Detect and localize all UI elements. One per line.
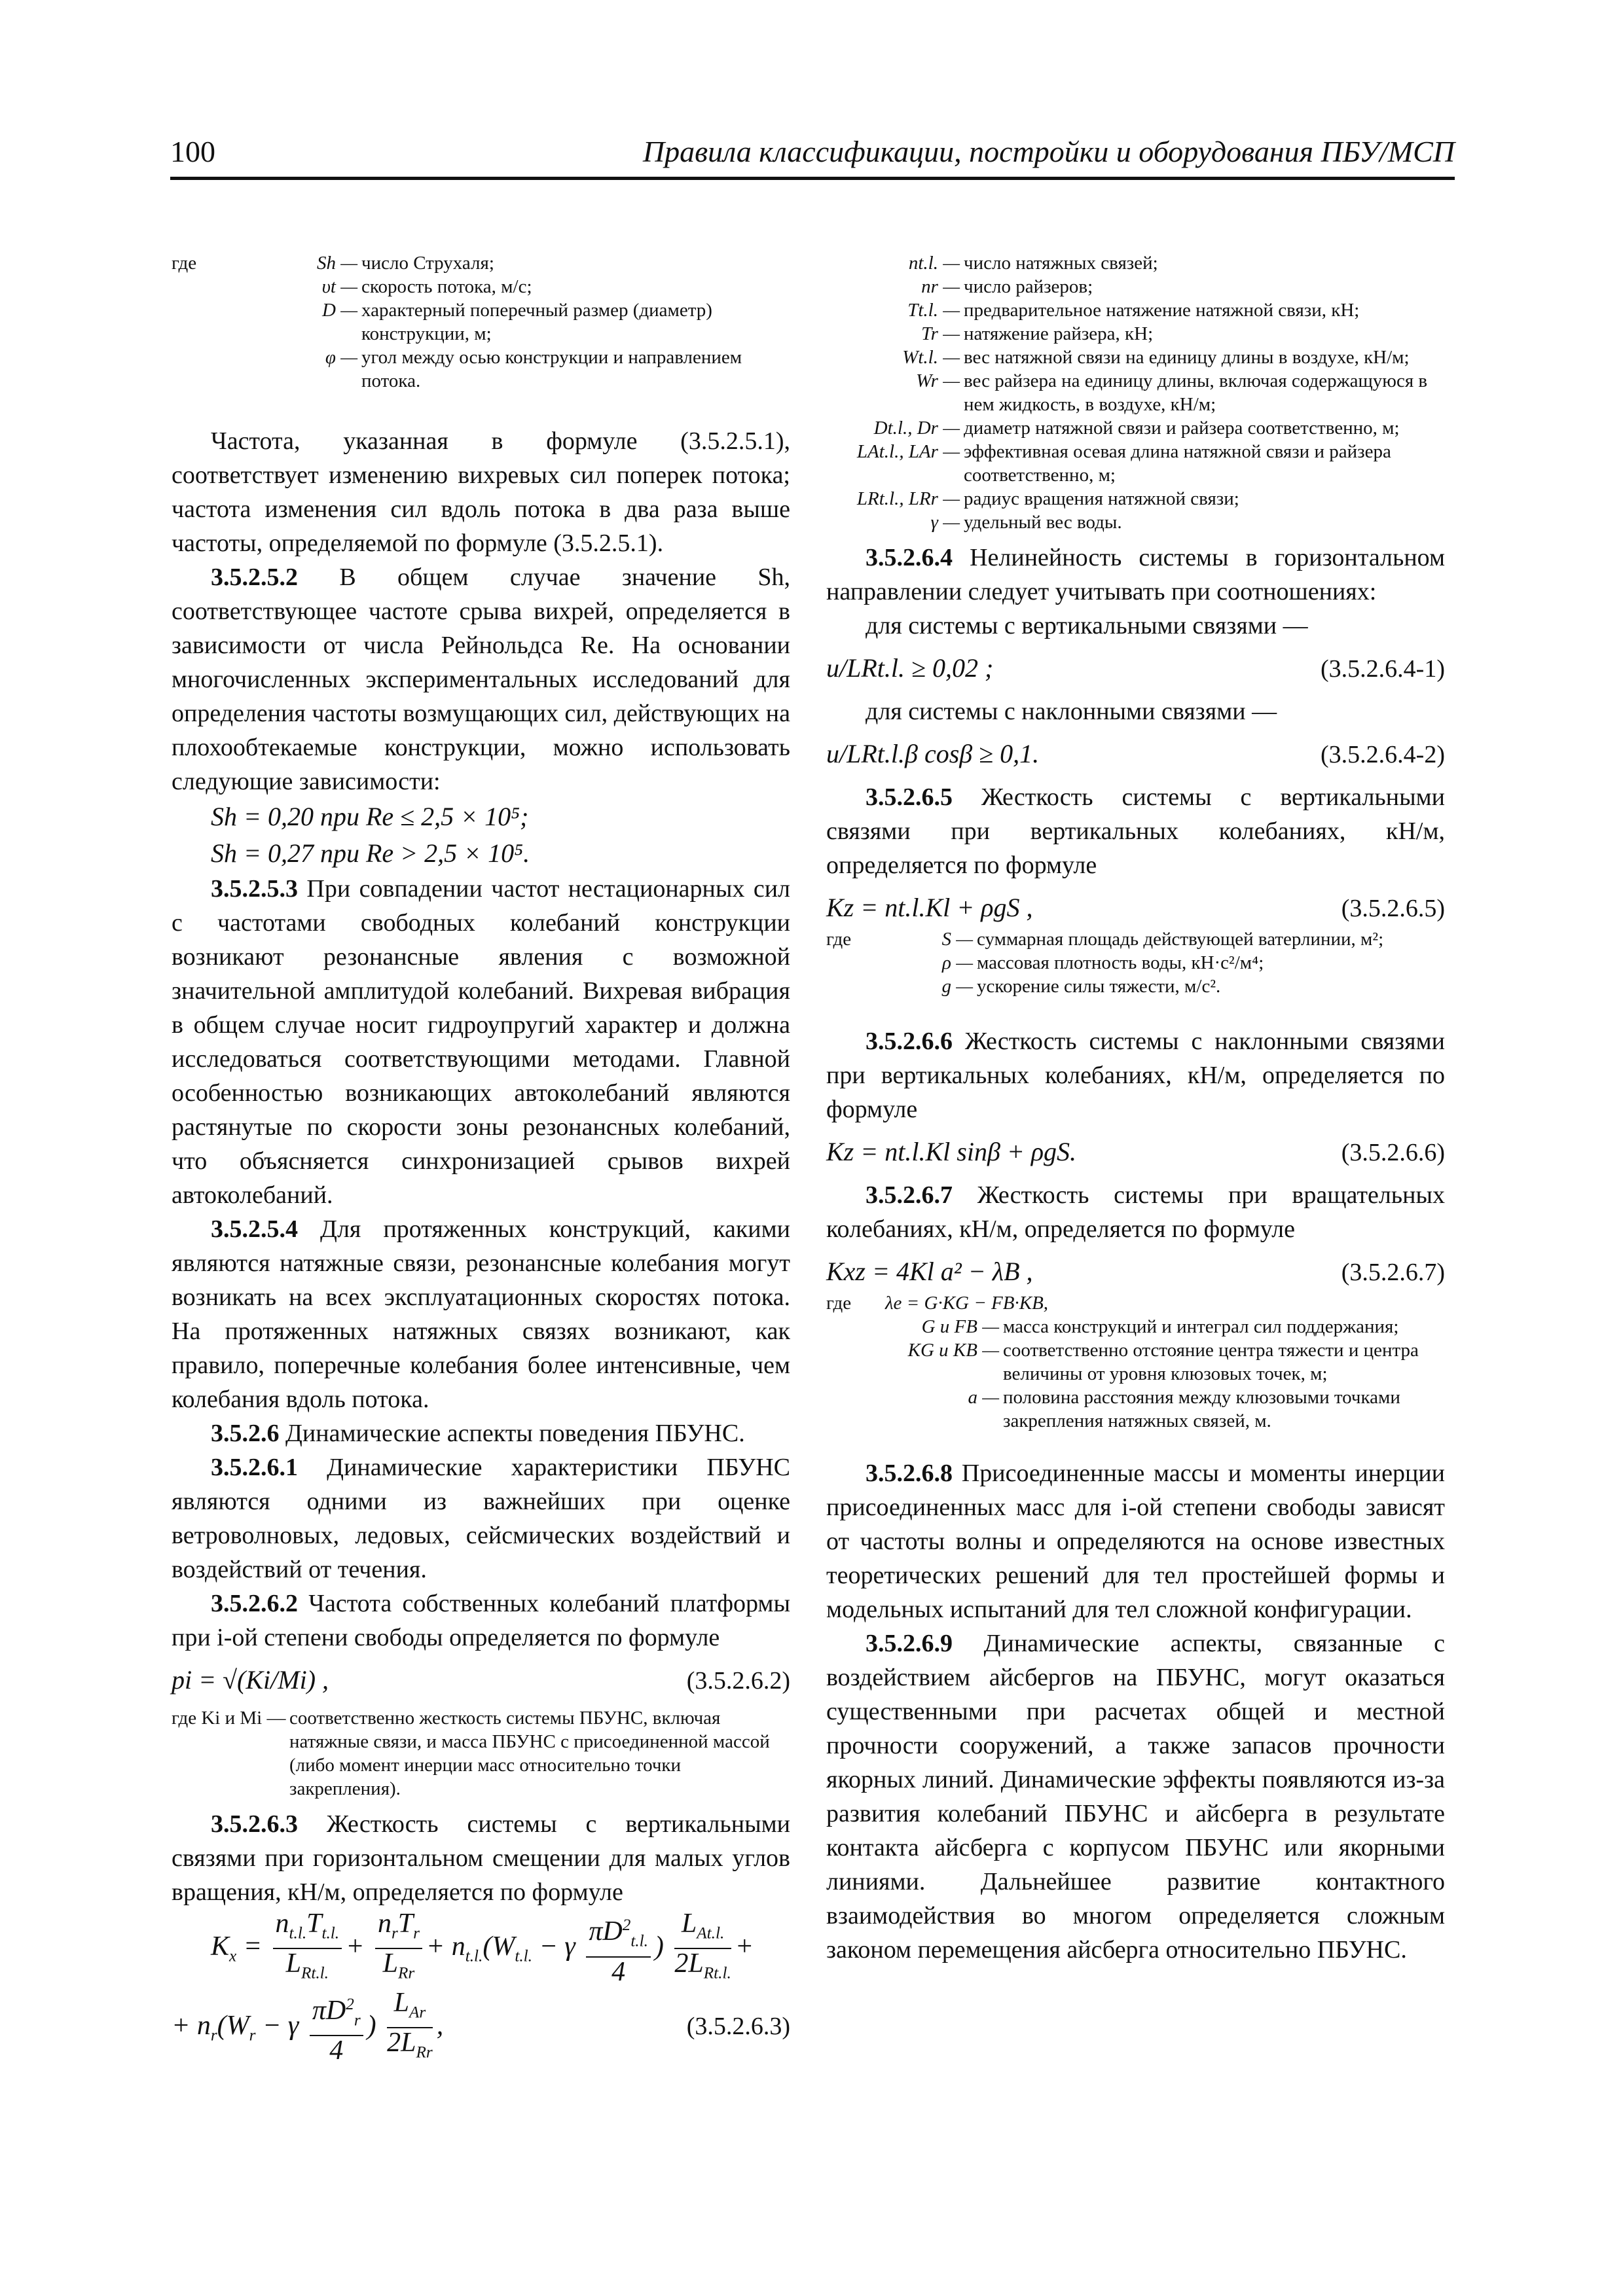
- fraction: $\frac{L_{At.l.}}{2L_{Rt.l.}}$: [674, 1909, 731, 1982]
- paragraph: [826, 1024, 1445, 1126]
- equation: Sh = 0,27 при Re > 2,5 × 10⁵.: [211, 838, 530, 868]
- formula-expression: Kz = nt.l.Kl + ρgS ,: [826, 893, 1033, 922]
- paragraph: [826, 1626, 1445, 1967]
- page-header: [170, 128, 1455, 180]
- fraction: $\frac{n_{t.l.}T_{t.l.}}{L_{Rt.l.}}$: [273, 1909, 342, 1988]
- paragraph: для системы с вертикальными связями —: [866, 612, 1308, 639]
- paragraph-text: Присоединенные массы и моменты инерции присоединенных масс для i-ой степени свободы зависят от частоты волны и определяются на основе известных теоретических решений для тел простейшей формы и модельных испытаний для тел сложной конфигурации.: [826, 1460, 1445, 1623]
- formula-number: (3.5.2.6.2): [686, 1667, 790, 1695]
- formula-expression: pi = √(Ki/Mi) ,: [172, 1665, 329, 1695]
- paragraph: [172, 1212, 790, 1416]
- formula-number: (3.5.2.6.3): [686, 2012, 790, 2040]
- where-symbol: Wt.l. —: [902, 347, 960, 368]
- where-block-waterline: [826, 927, 1445, 998]
- section-number: 3.5.2.6.6: [866, 1028, 953, 1055]
- paragraph-text: Динамические аспекты поведения ПБУНС.: [279, 1420, 745, 1447]
- where-label: где: [172, 253, 197, 274]
- paragraph-text: Жесткость системы с вертикальными связями при горизонтальном смещении для малых углов вращения, кН/м, определяется по формуле: [172, 1810, 790, 1906]
- where-label: где Ki и Mi —: [172, 1708, 286, 1729]
- formula-kx-line2: [172, 1988, 790, 2068]
- where-definition: половина расстояния между клюзовыми точками закрепления натяжных связей, м.: [1003, 1387, 1400, 1431]
- where-block-rotation: [826, 1291, 1445, 1433]
- paragraph: [172, 872, 790, 1212]
- page-number: 100: [170, 135, 215, 168]
- formula-number: (3.5.2.6.7): [1341, 1259, 1445, 1286]
- where-symbol: υt —: [321, 276, 357, 297]
- where-symbol: ρ —: [942, 952, 973, 973]
- where-symbol: KG и KB —: [907, 1340, 999, 1361]
- where-symbol: nr —: [921, 276, 960, 297]
- formula-number: (3.5.2.6.5): [1341, 895, 1445, 922]
- section-number: 3.5.2.5.2: [211, 564, 298, 591]
- formula-number: (3.5.2.6.4-1): [1321, 655, 1445, 683]
- where-definition: угол между осью конструкции и направлением потока.: [361, 347, 742, 391]
- paragraph-text: Жесткость системы с вертикальными связями при вертикальных колебаниях, кН/м, определяется по формуле: [826, 783, 1445, 879]
- where-symbol: G и FB —: [921, 1316, 999, 1337]
- where-definition: число натяжных связей;: [964, 253, 1158, 274]
- section-number: 3.5.2.5.3: [211, 875, 298, 903]
- paragraph: [172, 560, 790, 798]
- where-definition: вес райзера на единицу длины, включая содержащуюся в нем жидкость, в воздухе, кН/м;: [964, 370, 1428, 415]
- where-definition: эффективная осевая длина натяжной связи и райзера соответственно, м;: [964, 441, 1391, 486]
- formula-expression: u/LRt.l. ≥ 0,02 ;: [826, 653, 994, 683]
- paragraph-text: При совпадении частот нестационарных сил с частотами свободных колебаний конструкции возникают резонансные явления с возможной значительной амплитудой колебаний. Вихревая вибрация в общем случае носит гидроупругий характер и должна исследоваться соответствующими методами. Главной особенностью возникающих автоколебаний являются растянутые по скорости зоны резонансных колебаний, что объясняется синхронизацией срывов вихрей автоколебаний.: [172, 875, 790, 1209]
- where-definition: масса конструкций и интеграл сил поддержания;: [1003, 1316, 1399, 1337]
- paragraph-text: Жесткость системы с наклонными связями при вертикальных колебаниях, кН/м, определяется по формуле: [826, 1028, 1445, 1123]
- where-symbol: Wr —: [916, 370, 960, 391]
- where-symbol: Tt.l. —: [907, 300, 960, 321]
- running-title: Правила классификации, постройки и оборудования ПБУ/МСП: [642, 135, 1455, 168]
- section-number: 3.5.2.6.4: [866, 544, 953, 571]
- fraction: $\frac{n_rT_r}{L_{Rr}}$: [375, 1909, 422, 1988]
- formula: [826, 649, 1445, 688]
- where-label: где: [826, 1293, 852, 1314]
- section-number: 3.5.2.6.8: [866, 1460, 953, 1487]
- where-definition: диаметр натяжной связи и райзера соответственно, м;: [964, 418, 1400, 439]
- fraction: $\frac{L_{Ar}}{2L_{Rr}}$: [387, 1987, 433, 2062]
- where-symbol: g —: [941, 976, 973, 997]
- fraction: $\frac{\pi D^2_{t.l.}}{4}$: [586, 1911, 651, 1986]
- section-number: 3.5.2.6.2: [211, 1590, 298, 1617]
- where-symbol: Tr —: [921, 323, 960, 344]
- formula: [826, 735, 1445, 774]
- where-symbol: nt.l. —: [908, 253, 960, 274]
- where-definition: соответственно жесткость системы ПБУНС, включая натяжные связи, и масса ПБУНС с присоединенной массой (либо момент инерции масс относительно точки закрепления).: [289, 1708, 770, 1799]
- where-symbol: γ —: [930, 512, 960, 533]
- section-number: 3.5.2.6.1: [211, 1454, 298, 1481]
- formula: [826, 1133, 1445, 1172]
- paragraph: [826, 780, 1445, 882]
- where-definition: суммарная площадь действующей ватерлинии, м²;: [977, 929, 1384, 950]
- where-definition: число Струхаля;: [361, 253, 494, 274]
- formula-kx-line1: $K_x$ = $\frac{n_{t.l.}T_{t.l.}}{L_{Rt.l.}}$ + $\frac{n_rT_r}{L_{Rr}}$ + $n_{t.l.}(W_{t.l.} - \gamma$ $\frac{\pi D^2_{t.l.}}{4}$ ) $\frac{L_{At.l.}}{2L_{Rt.l.}}$ +: [172, 1909, 790, 1988]
- section-number: 3.5.2.6.7: [866, 1181, 953, 1209]
- paragraph: [826, 1456, 1445, 1626]
- formula: [826, 1253, 1445, 1291]
- where-definition: число райзеров;: [964, 276, 1093, 297]
- where-symbol: a —: [968, 1387, 999, 1408]
- left-column: [172, 251, 790, 2068]
- paragraph: [172, 1450, 790, 1587]
- where-definition: вес натяжной связи на единицу длины в воздухе, кН/м;: [964, 347, 1410, 368]
- where-symbol: LRt.l., LRr —: [856, 488, 960, 509]
- where-definition: радиус вращения натяжной связи;: [964, 488, 1239, 509]
- paragraph-text: Нелинейность системы в горизонтальном направлении следует учитывать при соотношениях:: [826, 544, 1445, 605]
- where-symbol: D —: [322, 300, 357, 321]
- section-heading: [172, 1416, 790, 1450]
- right-column: [826, 251, 1445, 1967]
- formula-symbol: $K_x$ =: [211, 1931, 263, 1965]
- where-symbol: LAt.l., LAr —: [856, 441, 960, 462]
- section-number: 3.5.2.6.5: [866, 783, 953, 811]
- section-number: 3.5.2.5.4: [211, 1215, 298, 1243]
- paragraph-text: Динамические аспекты, связанные с воздействием айсбергов на ПБУНС, могут оказаться существенными при расчетах общей и местной прочности сооружений, а также запасов прочности якорных линий. Динамические эффекты появляются из-за развития колебаний ПБУНС и айсберга в результате контакта айсберга с корпусом ПБУНС или якорными линиями. Дальнейшее развитие контактного взаимодействия во многом определяется сложным законом перемещения айсберга относительно ПБУНС.: [826, 1630, 1445, 1964]
- paragraph-text: Жесткость системы при вращательных колебаниях, кН/м, определяется по формуле: [826, 1181, 1445, 1243]
- formula: [826, 889, 1445, 927]
- where-definition: массовая плотность воды, кН·с²/м⁴;: [977, 952, 1264, 973]
- paragraph-text: Динамические характеристики ПБУНС являются одними из важнейших при оценке ветроволновых, ледовых, сейсмических воздействий и воздействий от течения.: [172, 1454, 790, 1583]
- where-definition: ускорение силы тяжести, м/с².: [977, 976, 1221, 997]
- paragraph: Частота, указанная в формуле (3.5.2.5.1), соответствует изменению вихревых сил поперек потока; частота изменения сил вдоль потока в два раза выше частоты, определяемой по формуле (3.5.2.5.1).: [172, 427, 790, 557]
- equation: Sh = 0,20 при Re ≤ 2,5 × 10⁵;: [211, 802, 529, 831]
- where-definition: характерный поперечный размер (диаметр) конструкции, м;: [361, 300, 712, 344]
- where-symbol: Sh —: [316, 253, 357, 274]
- formula-number: (3.5.2.6.6): [1341, 1139, 1445, 1166]
- formula-number: (3.5.2.6.4-2): [1321, 741, 1445, 768]
- section-number: 3.5.2.6.9: [866, 1630, 953, 1657]
- paragraph-text: Частота собственных колебаний платформы при i-ой степени свободы определяется по формуле: [172, 1590, 790, 1651]
- where-symbol: φ —: [325, 347, 357, 368]
- where-definition: соответственно отстояние центра тяжести и центра величины от уровня клюзовых точек, м;: [1003, 1340, 1419, 1384]
- where-symbol: Dt.l., Dr —: [873, 418, 960, 439]
- paragraph-text: В общем случае значение Sh, соответствующее частоте срыва вихрей, определяется в зависимости от числа Рейнольдса Re. На основании многочисленных экспериментальных исследований для определения частоты возмущающих сил, действующих на плохообтекаемые конструкции, можно использовать следующие зависимости:: [172, 564, 790, 795]
- where-definition: скорость потока, м/с;: [361, 276, 532, 297]
- fraction: $\frac{\pi D^2_r}{4}$: [310, 1990, 363, 2065]
- where-definition: удельный вес воды.: [964, 512, 1122, 533]
- formula-expression: + $n_r(W_r - \gamma$ $\frac{\pi D^2_r}{4}$ ) $\frac{L_{Ar}}{2L_{Rr}}$ ,: [172, 1988, 443, 2068]
- section-number: 3.5.2.6.3: [211, 1810, 298, 1838]
- where-definition: λe = G·KG − FB·KB,: [885, 1293, 1049, 1314]
- where-block-stiffness: [172, 1706, 790, 1801]
- paragraph: [826, 541, 1445, 609]
- paragraph: [172, 1807, 790, 1909]
- where-block-tension: [826, 251, 1445, 534]
- formula: [172, 1661, 790, 1700]
- paragraph-text: Для протяженных конструкций, какими являются натяжные связи, резонансные колебания могут возникать на всех эксплуатационных скоростях потока. На протяженных натяжных связях возникают, как правило, поперечные колебания более интенсивные, чем колебания вдоль потока.: [172, 1215, 790, 1413]
- formula-expression: u/LRt.l.β cosβ ≥ 0,1.: [826, 739, 1040, 768]
- formula-expression: Kz = nt.l.Kl sinβ + ρgS.: [826, 1137, 1077, 1166]
- where-block-strouhal: [172, 251, 790, 393]
- paragraph: для системы с наклонными связями —: [866, 698, 1277, 725]
- paragraph: [172, 1587, 790, 1655]
- where-symbol: S —: [941, 929, 973, 950]
- formula-expression: Kxz = 4Kl a² − λB ,: [826, 1257, 1033, 1286]
- section-number: 3.5.2.6: [211, 1420, 280, 1447]
- paragraph: [826, 1178, 1445, 1246]
- where-definition: натяжение райзера, кН;: [964, 323, 1154, 344]
- where-definition: предварительное натяжение натяжной связи, кН;: [964, 300, 1360, 321]
- where-label: где: [826, 929, 852, 950]
